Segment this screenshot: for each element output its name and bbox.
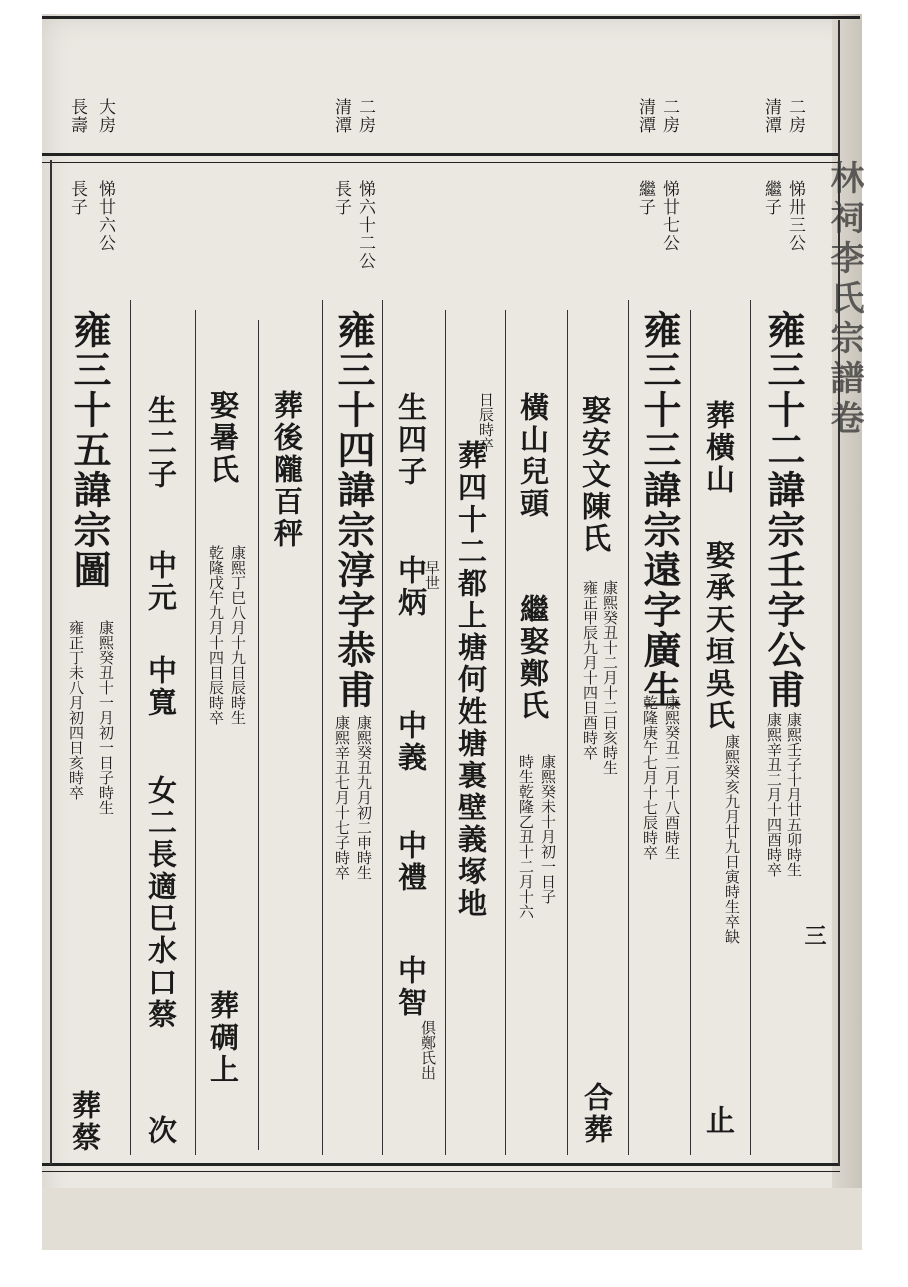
entry-2-second-wife: 繼娶鄭氏 — [516, 594, 550, 722]
entry-4-daughters-2: 次 — [144, 1115, 178, 1147]
entry-2-burial: 橫山兒頭 — [516, 392, 550, 520]
page-number: 三 — [801, 924, 827, 946]
entry-1-death: 康熙辛丑二月十四酉時卒 — [765, 712, 783, 877]
column-divider — [130, 300, 131, 1155]
column-divider — [505, 310, 506, 1155]
entry-4-wife-death: 乾隆戊午九月十四日辰時卒 — [207, 545, 225, 725]
entry-3-son-1: 中炳 — [394, 555, 428, 619]
entry-4-wife-birth: 康熙丁巳八月十九日辰時生 — [229, 545, 247, 725]
header-relation-2: 繼子 — [635, 180, 655, 216]
entry-3-sons-note2: 俱鄭氏出 — [419, 1020, 437, 1080]
entry-2-co-burial: 合葬 — [580, 1082, 614, 1146]
entry-2-second-wife-birth: 康熙癸未十月初一日子 — [539, 754, 557, 904]
entry-2-birth: 康熙癸丑二月十八酉時生 — [663, 695, 681, 860]
header-sub-4: 長壽 — [67, 98, 87, 134]
column-divider — [445, 310, 446, 1155]
entry-3-sons-intro: 生四子 — [394, 392, 428, 488]
entry-4-son-2: 中寬 — [144, 655, 178, 719]
header-branch-1: 二房 — [785, 98, 805, 134]
entry-4-wife-burial: 葬碉上 — [206, 990, 240, 1086]
entry-2-death: 乾隆庚午七月十七辰時卒 — [641, 695, 659, 860]
entry-3-death: 康熙辛丑七月十七子時卒 — [333, 715, 351, 880]
entry-4-title: 雍三十五諱宗圖 — [67, 310, 112, 590]
header-relation-1: 繼子 — [761, 180, 781, 216]
entry-1-end: 止 — [702, 1105, 736, 1137]
spine-title: 林祠李氏宗譜卷 — [824, 160, 864, 440]
entry-2-wife-birth: 康熙癸丑十二月十二日亥時生 — [601, 580, 619, 775]
header-parent-1: 悌卅三公 — [785, 180, 805, 252]
entry-4-birth: 康熙癸丑十一月初一日子時生 — [97, 620, 115, 815]
entry-3-son-2: 中義 — [394, 710, 428, 774]
header-divider — [42, 153, 840, 156]
bottom-border-thin — [42, 1171, 840, 1172]
entry-3-son-4: 中智 — [394, 955, 428, 1019]
header-parent-2: 悌廿七公 — [659, 180, 679, 252]
entry-3-son-3: 中禮 — [394, 830, 428, 894]
column-divider — [382, 300, 383, 1155]
entry-1-birth: 康熙壬子十月廿五卯時生 — [785, 712, 803, 877]
header-branch-4: 大房 — [95, 98, 115, 134]
column-divider — [628, 300, 629, 1155]
entry-4-sons-intro: 生二子 — [144, 395, 178, 491]
bottom-border — [42, 1163, 840, 1166]
header-sub-1: 清潭 — [761, 98, 781, 134]
entry-1-title: 雍三十二諱宗壬字公甫 — [761, 310, 806, 710]
entry-1-burial: 葬橫山 — [702, 400, 736, 496]
header-parent-4: 悌廿六公 — [95, 180, 115, 252]
entry-4-death: 雍正丁未八月初四日亥時卒 — [67, 620, 85, 800]
entry-3-burial: 葬四十二都上塘何姓塘裏壁義塚地 — [454, 440, 488, 920]
column-divider — [690, 310, 691, 1155]
header-relation-3: 長子 — [331, 180, 351, 216]
header-sub-3: 清潭 — [331, 98, 351, 134]
entry-1-wife: 娶承天垣吳氏 — [702, 540, 736, 732]
entry-2-wife-death: 雍正甲辰九月十四日酉時卒 — [581, 580, 599, 760]
page-bottom-margin — [42, 1188, 862, 1250]
header-relation-4: 長子 — [67, 180, 87, 216]
header-sub-2: 清潭 — [635, 98, 655, 134]
entry-1-wife-note: 康熙癸亥九月廿九日寅時生卒缺 — [723, 734, 741, 944]
header-parent-3: 悌六十二公 — [355, 180, 375, 270]
column-divider — [567, 310, 568, 1155]
header-divider-thin — [42, 162, 840, 163]
column-divider — [258, 320, 259, 1150]
column-divider — [322, 300, 323, 1155]
entry-4-burial2: 葬蔡 — [68, 1090, 102, 1154]
entry-4-burial: 葬後隴百秤 — [270, 390, 304, 550]
header-branch-3: 二房 — [355, 98, 375, 134]
column-divider — [195, 310, 196, 1155]
entry-4-son-1: 中元 — [144, 550, 178, 614]
entry-2-wife: 娶安文陳氏 — [578, 395, 612, 555]
top-border — [42, 16, 860, 19]
entry-3-birth: 康熙癸丑九月初二申時生 — [355, 715, 373, 880]
entry-4-daughters: 女二長適巳水口蔡 — [144, 775, 178, 1031]
left-border — [50, 160, 52, 1165]
header-branch-2: 二房 — [659, 98, 679, 134]
entry-2-title: 雍三十三諱宗遠字廣生 — [637, 310, 682, 710]
entry-3-burial-note: 日辰時卒 — [477, 392, 495, 452]
genealogy-page — [42, 14, 862, 1250]
entry-3-title: 雍三十四諱宗淳字恭甫 — [331, 310, 376, 710]
entry-4-wife: 娶暑氏 — [206, 390, 240, 486]
entry-2-second-wife-death: 時生乾隆乙丑十二月十六 — [517, 754, 535, 919]
column-divider — [750, 300, 751, 1155]
entry-3-sons-note: 早世 — [423, 560, 441, 590]
